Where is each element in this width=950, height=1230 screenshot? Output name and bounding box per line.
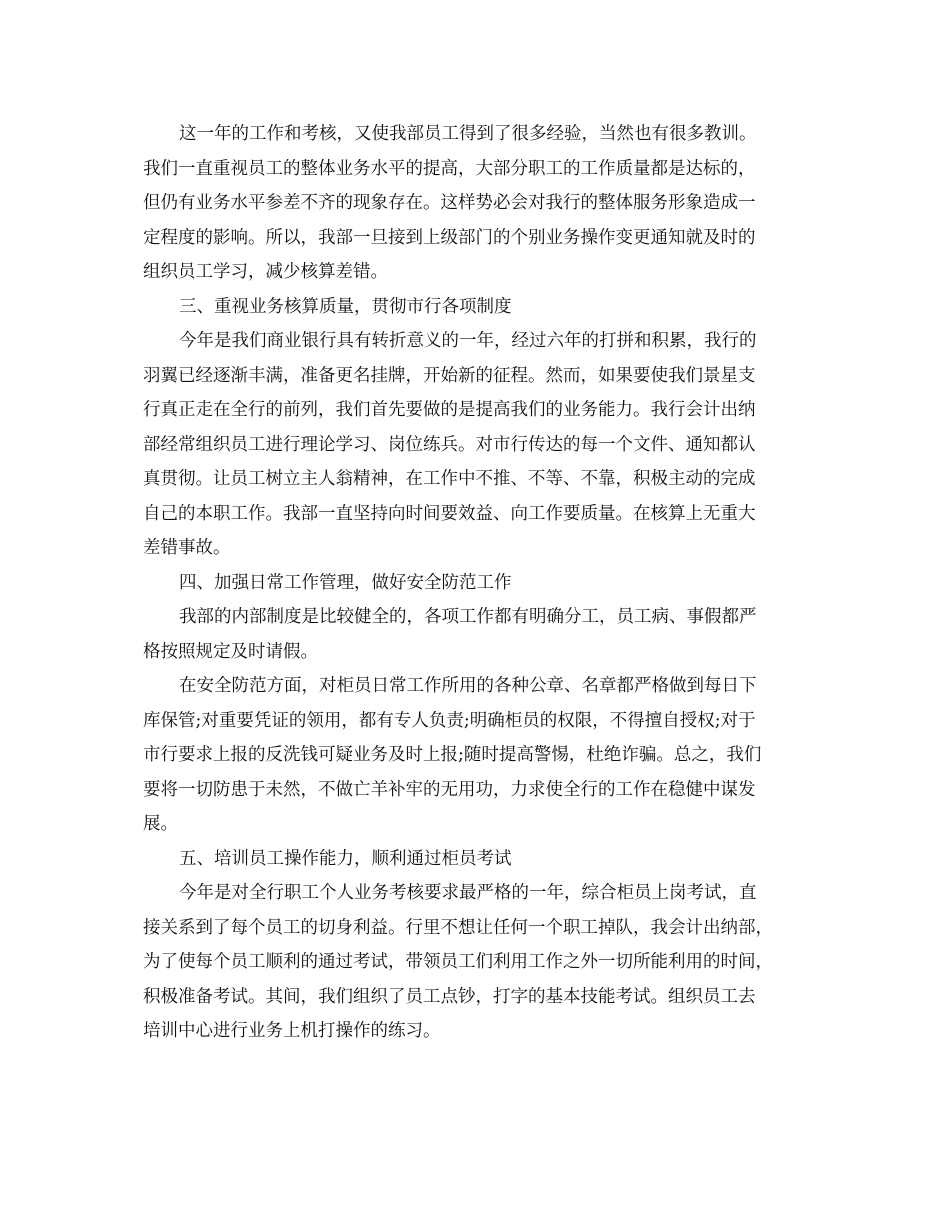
text-line: 自己的本职工作。我部一直坚持向时间要效益、向工作要质量。在核算上无重大 xyxy=(143,503,756,524)
section-heading xyxy=(143,842,807,877)
text-line: 培训中心进行业务上机打操作的练习。 xyxy=(143,1021,441,1041)
heading-text: 五、培训员工操作能力，顺利通过柜员考试 xyxy=(179,848,512,869)
text-line: 为了使每个员工顺利的通过考试，带领员工们利用工作之外一切所能利用的时间， xyxy=(143,952,773,972)
text-line: 真贯彻。让员工树立主人翁精神，在工作中不推、不等、不靠，积极主动的完成 xyxy=(143,469,756,489)
text-line: 市行要求上报的反洗钱可疑业务及时上报;随时提高警惕，杜绝诈骗。总之，我们 xyxy=(143,745,762,765)
text-line: 行真正走在全行的前列，我们首先要做的是提高我们的业务能力。我行会计出纳 xyxy=(143,400,756,420)
text-line: 要将一切防患于未然，不做亡羊补牢的无用功，力求使全行的工作在稳健中谋发 xyxy=(143,779,756,800)
text-line: 羽翼已经逐渐丰满，准备更名挂牌，开始新的征程。然而，如果要使我们景星支 xyxy=(143,365,756,386)
text-line: 但仍有业务水平参差不齐的现象存在。这样势必会对我行的整体服务形象造成一 xyxy=(143,193,756,213)
text-line: 库保管;对重要凭证的领用，都有专人负责;明确柜员的权限，不得擅自授权;对于 xyxy=(143,710,756,731)
paragraph xyxy=(143,876,807,1049)
text-line: 差错事故。 xyxy=(143,538,231,558)
document-body xyxy=(143,117,807,1049)
text-line: 在安全防范方面，对柜员日常工作所用的各种公章、名章都严格做到每日下 xyxy=(179,676,757,696)
paragraph xyxy=(143,324,807,566)
text-line: 积极准备考试。其间，我们组织了员工点钞，打字的基本技能考试。组织员工去 xyxy=(143,986,756,1007)
text-line: 格按照规定及时请假。 xyxy=(143,641,318,662)
text-line: 今年是对全行职工个人业务考核要求最严格的一年，综合柜员上岗考试，直 xyxy=(179,883,757,903)
section-heading xyxy=(143,566,807,601)
text-line: 定程度的影响。所以，我部一旦接到上级部门的个别业务操作变更通知就及时的 xyxy=(143,227,756,248)
paragraph xyxy=(143,600,807,669)
text-line: 这一年的工作和考核，又使我部员工得到了很多经验，当然也有很多教训。 xyxy=(179,124,757,144)
section-heading xyxy=(143,290,807,325)
paragraph xyxy=(143,117,807,290)
text-line: 部经常组织员工进行理论学习、岗位练兵。对市行传达的每一个文件、通知都认 xyxy=(143,434,756,455)
text-line: 今年是我们商业银行具有转折意义的一年，经过六年的打拼和积累，我行的 xyxy=(179,331,757,351)
heading-text: 四、加强日常工作管理，做好安全防范工作 xyxy=(179,572,512,593)
text-line: 展。 xyxy=(143,814,178,834)
text-line: 接关系到了每个员工的切身利益。行里不想让任何一个职工掉队，我会计出纳部， xyxy=(143,917,773,938)
text-line: 我们一直重视员工的整体业务水平的提高，大部分职工的工作质量都是达标的， xyxy=(143,158,756,179)
text-line: 我部的内部制度是比较健全的，各项工作都有明确分工，员工病、事假都严 xyxy=(179,607,757,627)
text-line: 组织员工学习，减少核算差错。 xyxy=(143,262,388,282)
paragraph xyxy=(143,669,807,842)
heading-text: 三、重视业务核算质量，贯彻市行各项制度 xyxy=(179,296,512,317)
